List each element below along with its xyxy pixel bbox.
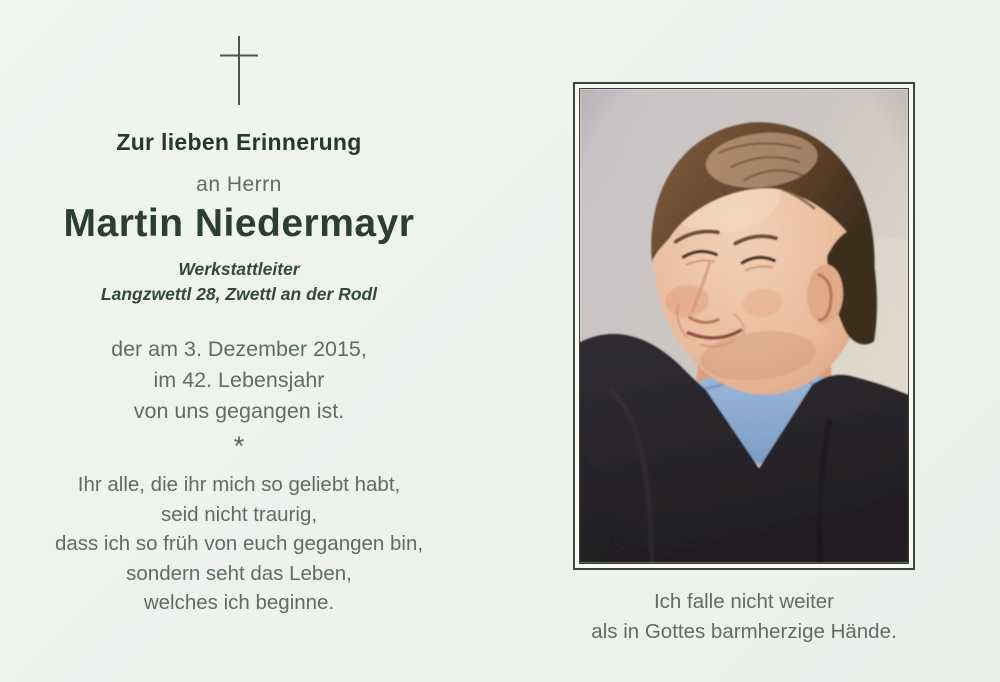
cross-wrap <box>0 34 478 113</box>
poem-line: dass ich so früh von euch gegangen bin, <box>54 532 424 556</box>
role-title: Werkstattleiter <box>178 259 300 279</box>
poem-line: welches ich beginne. <box>143 591 335 615</box>
death-date-line: im 42. Lebensjahr <box>153 368 325 392</box>
death-date-block <box>0 334 478 427</box>
photo-caption-line: als in Gottes barmherzige Hände. <box>591 619 897 643</box>
photo-mat <box>579 88 909 564</box>
photo-caption-line: Ich falle nicht weiter <box>653 590 835 613</box>
poem-line: Ihr alle, die ihr mich so geliebt habt, <box>77 473 401 496</box>
photo-frame <box>573 82 915 570</box>
separator-asterisk: * <box>233 431 245 461</box>
deceased-name: Martin Niedermayr <box>63 202 415 245</box>
death-date-line: von uns gegangen ist. <box>133 399 345 423</box>
memorial-heading: Zur lieben Erinnerung <box>116 129 362 155</box>
poem-block <box>0 470 478 618</box>
death-date-line: der am 3. Dezember 2015, <box>111 337 367 361</box>
salutation-text: an Herrn <box>196 173 282 196</box>
cross-icon <box>217 34 261 108</box>
address-line: Langzwettl 28, Zwettl an der Rodl <box>100 284 378 304</box>
photo-caption <box>566 587 922 646</box>
poem-line: seid nicht traurig, <box>160 502 318 526</box>
poem-line: sondern seht das Leben, <box>126 561 352 585</box>
portrait-photo <box>580 89 908 563</box>
